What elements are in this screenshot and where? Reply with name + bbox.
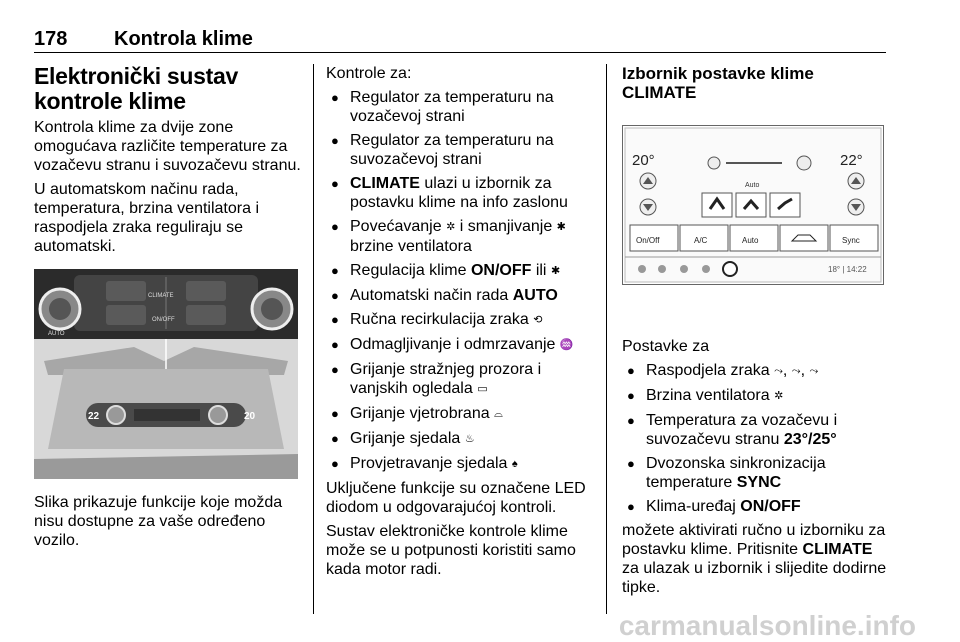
climate-control-photo [34,269,298,479]
watermark: carmanualsonline.info [618,610,916,641]
paragraph: U automatskom načinu rada, temperatura, brzina ventilatora i raspodjela zraka reguliraju se automatski. [34,181,259,255]
screen-button-sync: Sync [842,236,860,245]
climate-panel-illustration [34,269,298,479]
air-distribution-icon: ⤳ [809,365,819,377]
column-divider [606,64,607,614]
section-heading: Izbornik postavke klime CLIMATE [622,64,814,102]
list-item: ● Grijanje vjetrobrana ⌓ [326,404,592,424]
list-item: ● Klima-uređaj ON/OFF [622,497,892,516]
list-item: ● Temperatura za vozačevu i suvozačevu stranu 23°/25° [622,411,892,449]
list-item: ● Raspodjela zraka ⤳, ⤳, ⤳ [622,361,892,381]
photo-onoff-label: ON/OFF [152,317,175,323]
screen-button-onoff: On/Off [636,236,660,245]
list-item: ● Brzina ventilatora ✲ [622,386,892,406]
screen-temp-left: 20° [632,152,655,169]
climate-menu-screen [622,125,884,285]
climate-menu-illustration [622,125,884,285]
screen-button-ac: A/C [694,236,708,245]
list-item: ● CLIMATE ulazi u izbornik za postavku klime na info zaslonu [326,174,592,212]
screen-auto-label: Auto [745,182,760,189]
list-intro: Postavke za [622,338,710,355]
column-middle [326,64,592,584]
list-item: ● Odmagljivanje i odmrzavanje ♒ [326,335,592,355]
page-header [34,24,886,53]
photo-caption: Slika prikazuje funkcije koje možda nisu dostupne za vaše određeno vozilo. [34,494,283,549]
fan-off-icon: ✱ [550,265,561,277]
list-item: ● Povećavanje ✲ i smanjivanje ✱ brzine ventilatora [326,217,592,256]
paragraph: možete aktivirati ručno u izborniku za postavku klime. Pritisnite CLIMATE za ulazak u izbornik i slijedite dodirne tipke. [622,522,887,596]
list-item: ● Regulacija klime ON/OFF ili ✱ [326,261,592,281]
list-item: ● Grijanje sjedala ♨ [326,429,592,449]
list-item: ● Provjetravanje sjedala ♠ [326,454,592,474]
page-number: 178 [34,28,68,50]
controls-list [326,88,592,474]
column-divider [313,64,314,614]
fan-increase-icon: ✲ [446,221,456,233]
screen-button-auto: Auto [742,236,759,245]
settings-list [622,361,892,516]
paragraph: Kontrola klime za dvije zone omogućava različite temperature za vozačevu stranu i suvozačevu stranu. [34,119,301,174]
air-distribution-icon: ⤳ [791,365,801,377]
page-title: Kontrola klime [114,28,253,50]
seat-heat-icon: ♨ [464,433,475,445]
defrost-max-icon: ♒ [559,339,574,351]
photo-temp-left: 22 [88,411,100,422]
paragraph: Sustav elektroničke kontrole klime može se u potpunosti koristiti samo kada motor radi. [326,523,576,578]
list-item: ● Grijanje stražnjeg prozora i vanjskih ogledala ▭ [326,360,592,399]
list-intro: Kontrole za: [326,65,412,82]
air-distribution-icon: ⤳ [774,365,783,377]
photo-temp-right: 20 [244,411,256,422]
list-item: ● Automatski način rada AUTO [326,286,592,305]
list-item: ● Regulator za temperaturu na suvozačevoj strani [326,131,592,169]
fan-icon: ✲ [774,390,784,402]
list-item: ● Dvozonska sinkronizacija temperature SYNC [622,454,892,492]
screen-temp-right: 22° [840,152,863,169]
recirculation-icon: ⟲ [533,314,543,326]
seat-ventilation-icon: ♠ [511,458,518,470]
column-right [622,64,892,602]
column-left [34,64,302,555]
screen-status: 18° | 14:22 [828,265,867,274]
section-heading: Elektronički sustav kontrole klime [34,63,238,114]
paragraph: Uključene funkcije su označene LED diodom u odgovarajućoj kontroli. [326,480,586,516]
fan-decrease-icon: ✱ [556,221,566,233]
photo-climate-label: CLIMATE [148,293,174,299]
windscreen-heat-icon: ⌓ [494,408,503,420]
list-item: ● Ručna recirkulacija zraka ⟲ [326,310,592,330]
rear-window-heat-icon: ▭ [477,383,488,395]
photo-auto-label: AUTO [48,331,65,337]
list-item: ● Regulator za temperaturu na vozačevoj strani [326,88,592,126]
